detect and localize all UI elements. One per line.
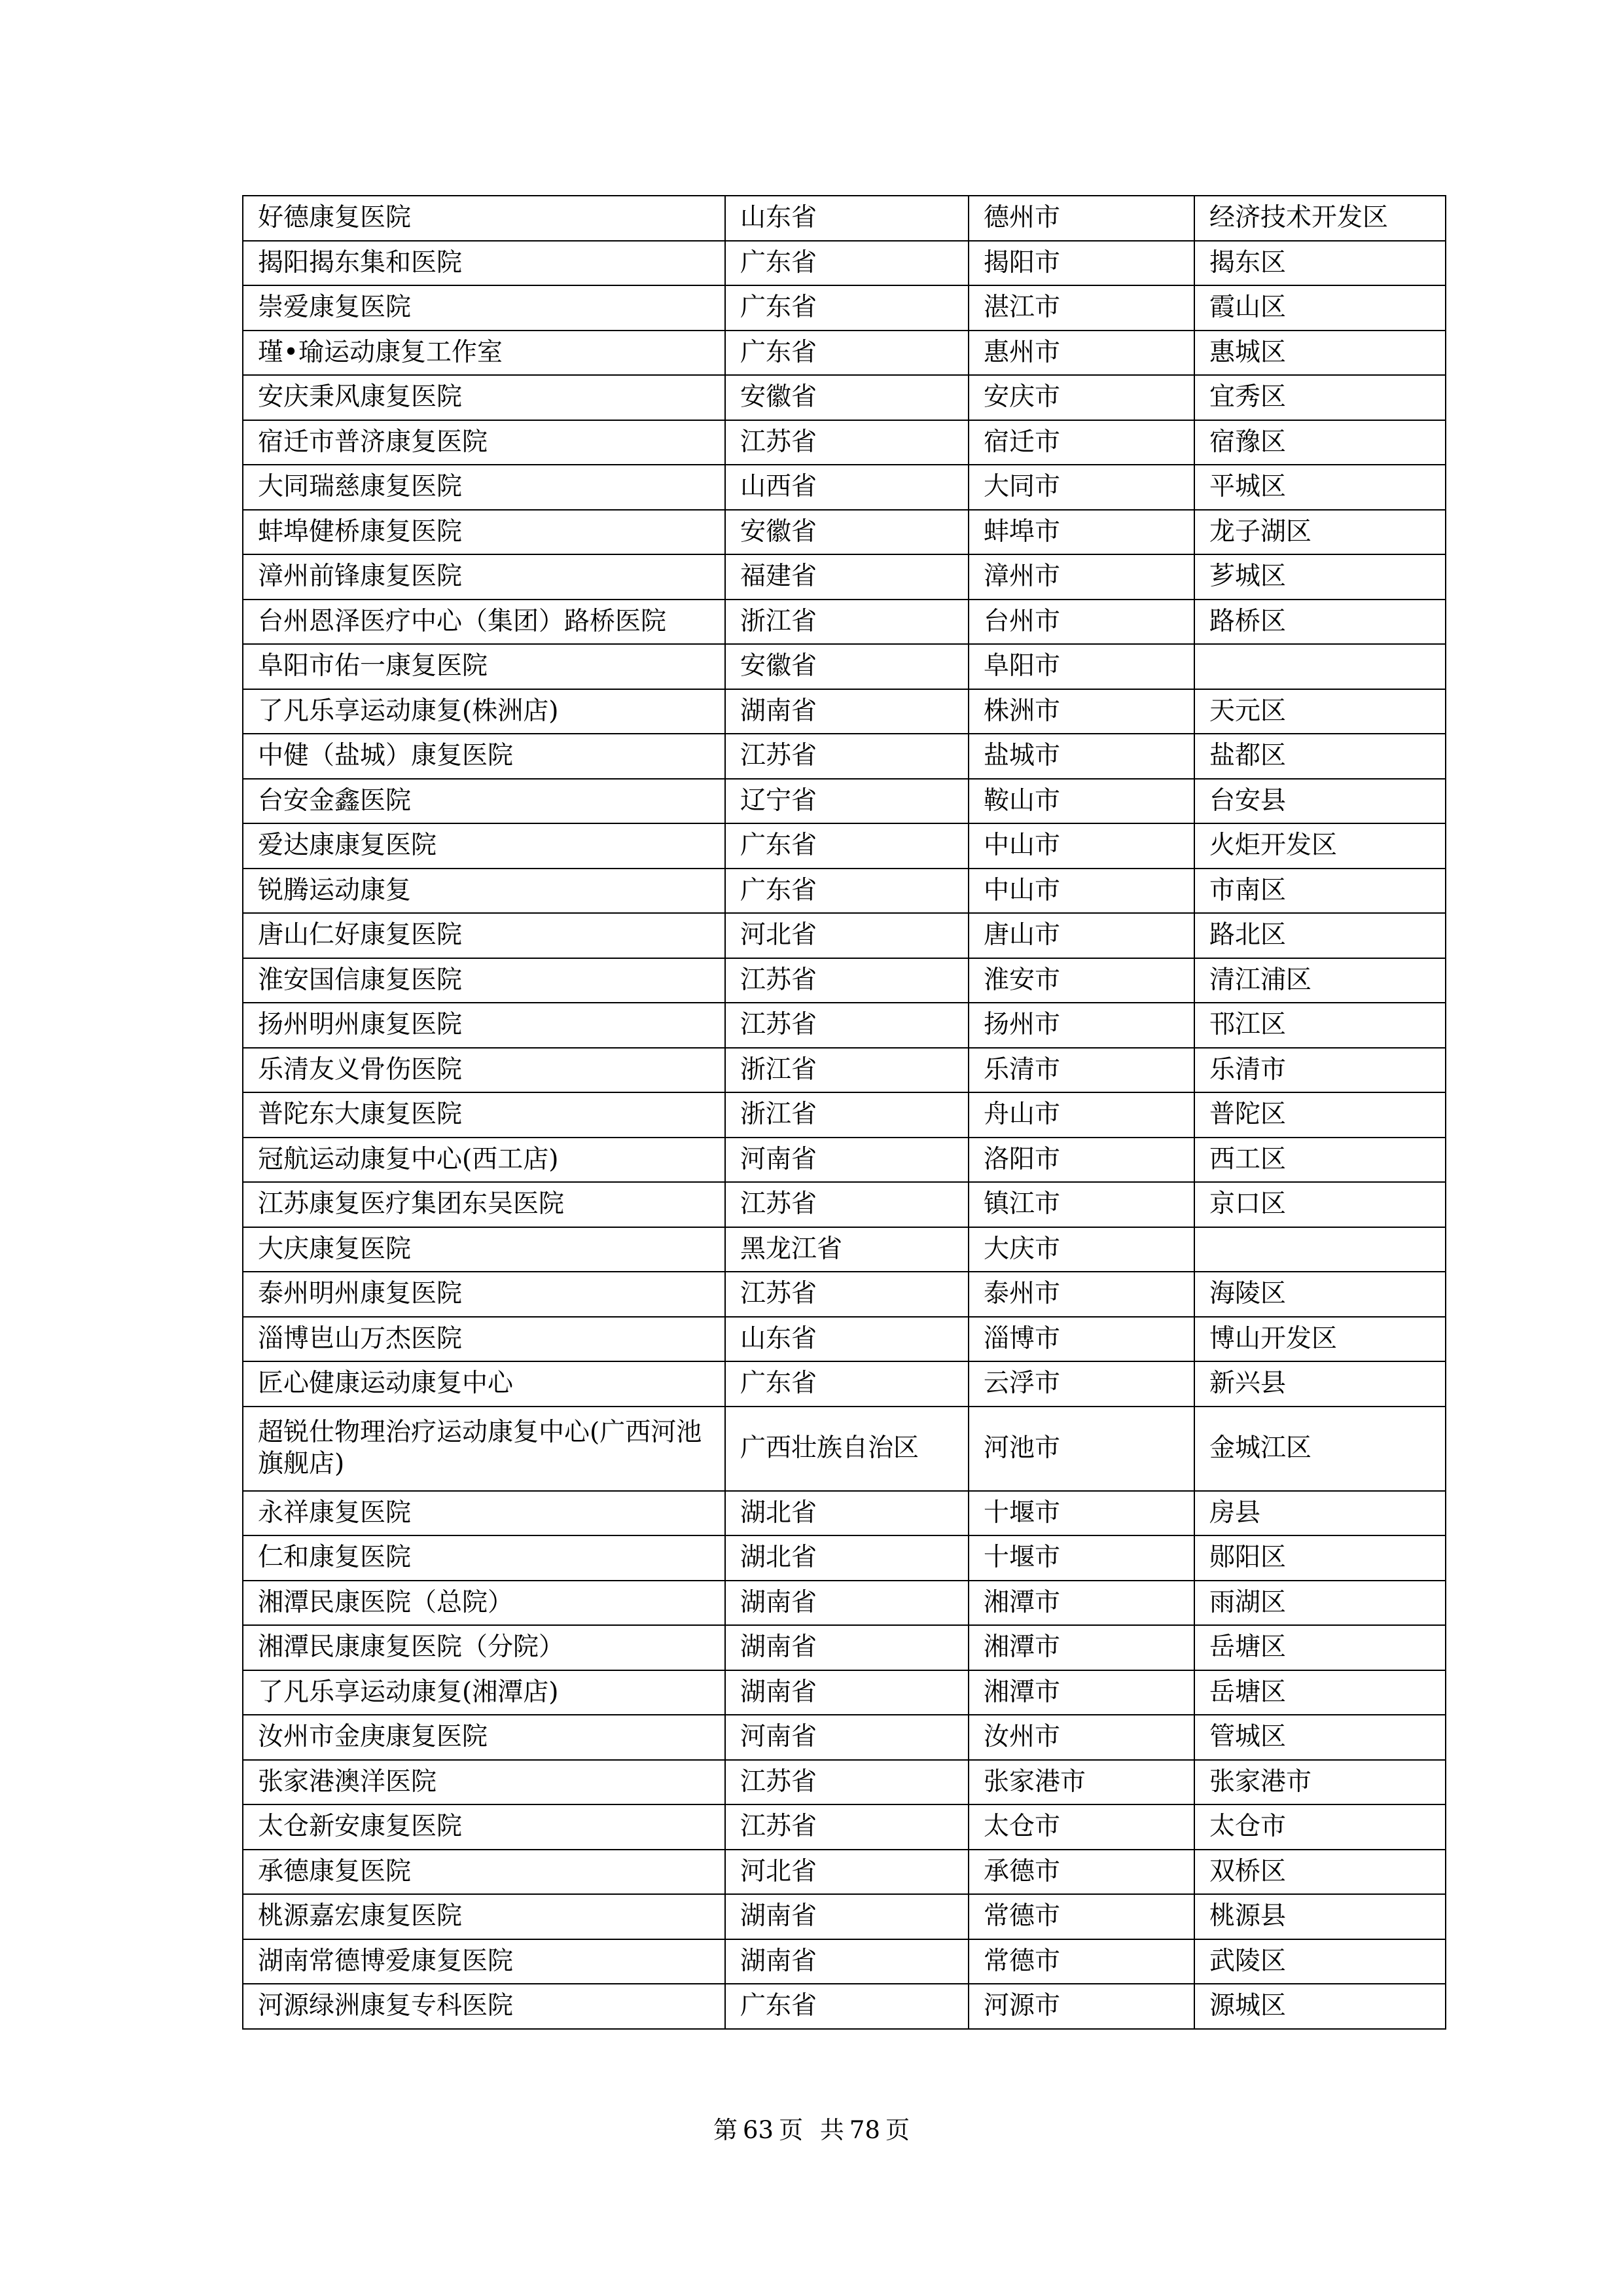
province-cell: 江苏省 — [725, 420, 969, 465]
table-row — [243, 1182, 1446, 1227]
district-cell: 太仓市 — [1194, 1804, 1446, 1850]
city-cell: 张家港市 — [969, 1760, 1194, 1805]
city-cell: 中山市 — [969, 869, 1194, 914]
province-cell: 湖南省 — [725, 689, 969, 734]
hospital-name-cell: 湖南常德博爱康复医院 — [243, 1939, 725, 1984]
hospital-name-cell: 湘潭民康医院（总院） — [243, 1581, 725, 1626]
district-cell: 武陵区 — [1194, 1939, 1446, 1984]
district-cell: 火炬开发区 — [1194, 823, 1446, 869]
province-cell: 浙江省 — [725, 600, 969, 645]
hospital-name-cell: 中健（盐城）康复医院 — [243, 734, 725, 779]
province-cell: 江苏省 — [725, 1804, 969, 1850]
hospital-name-cell: 蚌埠健桥康复医院 — [243, 510, 725, 555]
district-cell: 雨湖区 — [1194, 1581, 1446, 1626]
hospital-name-cell: 了凡乐享运动康复(株洲店) — [243, 689, 725, 734]
table-row — [243, 1850, 1446, 1895]
hospital-name-cell: 匠心健康运动康复中心 — [243, 1361, 725, 1407]
hospital-name-cell: 淮安国信康复医院 — [243, 958, 725, 1003]
hospital-name-cell: 乐清友义骨伤医院 — [243, 1048, 725, 1093]
district-cell: 龙子湖区 — [1194, 510, 1446, 555]
table-row — [243, 913, 1446, 958]
hospital-name-cell: 揭阳揭东集和医院 — [243, 241, 725, 286]
footer-prefix: 第 — [713, 2116, 738, 2144]
province-cell: 广东省 — [725, 1984, 969, 2029]
province-cell: 湖北省 — [725, 1535, 969, 1581]
district-cell: 郧阳区 — [1194, 1535, 1446, 1581]
hospital-name-cell: 江苏康复医疗集团东吴医院 — [243, 1182, 725, 1227]
table-row — [243, 241, 1446, 286]
district-cell: 乐清市 — [1194, 1048, 1446, 1093]
table-row — [243, 1361, 1446, 1407]
province-cell: 广西壮族自治区 — [725, 1407, 969, 1491]
table-row — [243, 554, 1446, 600]
city-cell: 十堰市 — [969, 1535, 1194, 1581]
district-cell: 盐都区 — [1194, 734, 1446, 779]
hospital-name-cell: 宿迁市普济康复医院 — [243, 420, 725, 465]
district-cell — [1194, 1227, 1446, 1272]
city-cell: 揭阳市 — [969, 241, 1194, 286]
table-row — [243, 869, 1446, 914]
district-cell: 新兴县 — [1194, 1361, 1446, 1407]
district-cell: 双桥区 — [1194, 1850, 1446, 1895]
table-row — [243, 1048, 1446, 1093]
table-row — [243, 1491, 1446, 1536]
city-cell: 湘潭市 — [969, 1670, 1194, 1715]
city-cell: 常德市 — [969, 1894, 1194, 1939]
city-cell: 大庆市 — [969, 1227, 1194, 1272]
district-cell: 路北区 — [1194, 913, 1446, 958]
district-cell: 岳塘区 — [1194, 1670, 1446, 1715]
hospital-name-cell: 阜阳市佑一康复医院 — [243, 644, 725, 689]
hospital-name-cell: 冠航运动康复中心(西工店) — [243, 1138, 725, 1183]
province-cell: 广东省 — [725, 331, 969, 376]
table-row — [243, 1272, 1446, 1317]
table-row — [243, 1317, 1446, 1362]
table-row — [243, 1581, 1446, 1626]
province-cell: 广东省 — [725, 1361, 969, 1407]
table-row — [243, 644, 1446, 689]
province-cell: 广东省 — [725, 285, 969, 331]
city-cell: 扬州市 — [969, 1003, 1194, 1048]
province-cell: 江苏省 — [725, 958, 969, 1003]
hospital-name-cell: 漳州前锋康复医院 — [243, 554, 725, 600]
district-cell: 路桥区 — [1194, 600, 1446, 645]
table-row — [243, 1894, 1446, 1939]
hospital-table — [242, 195, 1446, 2030]
city-cell: 太仓市 — [969, 1804, 1194, 1850]
district-cell: 西工区 — [1194, 1138, 1446, 1183]
district-cell: 普陀区 — [1194, 1092, 1446, 1138]
city-cell: 承德市 — [969, 1850, 1194, 1895]
district-cell: 市南区 — [1194, 869, 1446, 914]
city-cell: 乐清市 — [969, 1048, 1194, 1093]
city-cell: 惠州市 — [969, 331, 1194, 376]
hospital-name-cell: 仁和康复医院 — [243, 1535, 725, 1581]
table-row — [243, 734, 1446, 779]
city-cell: 阜阳市 — [969, 644, 1194, 689]
district-cell: 经济技术开发区 — [1194, 196, 1446, 241]
hospital-name-cell: 扬州明州康复医院 — [243, 1003, 725, 1048]
province-cell: 广东省 — [725, 241, 969, 286]
footer-current-page: 63 — [743, 2116, 774, 2144]
province-cell: 广东省 — [725, 869, 969, 914]
footer-middle: 页 共 — [779, 2116, 844, 2144]
province-cell: 江苏省 — [725, 734, 969, 779]
table-row — [243, 420, 1446, 465]
province-cell: 山东省 — [725, 196, 969, 241]
city-cell: 舟山市 — [969, 1092, 1194, 1138]
province-cell: 安徽省 — [725, 375, 969, 420]
table-row — [243, 1670, 1446, 1715]
province-cell: 安徽省 — [725, 510, 969, 555]
district-cell: 源城区 — [1194, 1984, 1446, 2029]
city-cell: 十堰市 — [969, 1491, 1194, 1536]
table-row — [243, 1715, 1446, 1760]
table-row — [243, 1804, 1446, 1850]
district-cell: 房县 — [1194, 1491, 1446, 1536]
hospital-name-cell: 河源绿洲康复专科医院 — [243, 1984, 725, 2029]
footer-total-pages: 78 — [849, 2116, 880, 2144]
hospital-name-cell: 大庆康复医院 — [243, 1227, 725, 1272]
city-cell: 湛江市 — [969, 285, 1194, 331]
hospital-name-cell: 锐腾运动康复 — [243, 869, 725, 914]
district-cell: 霞山区 — [1194, 285, 1446, 331]
table-row — [243, 1939, 1446, 1984]
province-cell: 江苏省 — [725, 1760, 969, 1805]
province-cell: 河南省 — [725, 1138, 969, 1183]
province-cell: 山西省 — [725, 465, 969, 510]
province-cell: 河北省 — [725, 1850, 969, 1895]
district-cell: 京口区 — [1194, 1182, 1446, 1227]
district-cell: 金城江区 — [1194, 1407, 1446, 1491]
province-cell: 山东省 — [725, 1317, 969, 1362]
table-body — [243, 196, 1446, 2029]
city-cell: 中山市 — [969, 823, 1194, 869]
hospital-name-cell: 崇爱康复医院 — [243, 285, 725, 331]
city-cell: 漳州市 — [969, 554, 1194, 600]
city-cell: 湘潭市 — [969, 1625, 1194, 1670]
province-cell: 江苏省 — [725, 1003, 969, 1048]
table-row — [243, 465, 1446, 510]
city-cell: 洛阳市 — [969, 1138, 1194, 1183]
province-cell: 辽宁省 — [725, 779, 969, 824]
district-cell: 岳塘区 — [1194, 1625, 1446, 1670]
province-cell: 江苏省 — [725, 1182, 969, 1227]
table-row — [243, 1984, 1446, 2029]
district-cell: 惠城区 — [1194, 331, 1446, 376]
hospital-name-cell: 瑾•瑜运动康复工作室 — [243, 331, 725, 376]
city-cell: 德州市 — [969, 196, 1194, 241]
district-cell: 台安县 — [1194, 779, 1446, 824]
footer-suffix: 页 — [885, 2116, 910, 2144]
province-cell: 黑龙江省 — [725, 1227, 969, 1272]
district-cell: 平城区 — [1194, 465, 1446, 510]
table-row — [243, 689, 1446, 734]
city-cell: 唐山市 — [969, 913, 1194, 958]
table-row — [243, 823, 1446, 869]
hospital-name-cell: 泰州明州康复医院 — [243, 1272, 725, 1317]
city-cell: 镇江市 — [969, 1182, 1194, 1227]
province-cell: 河北省 — [725, 913, 969, 958]
city-cell: 河源市 — [969, 1984, 1194, 2029]
district-cell: 宜秀区 — [1194, 375, 1446, 420]
table-row — [243, 1003, 1446, 1048]
hospital-name-cell: 承德康复医院 — [243, 1850, 725, 1895]
hospital-name-cell: 好德康复医院 — [243, 196, 725, 241]
hospital-name-cell: 台安金鑫医院 — [243, 779, 725, 824]
city-cell: 湘潭市 — [969, 1581, 1194, 1626]
table-row — [243, 331, 1446, 376]
province-cell: 湖南省 — [725, 1581, 969, 1626]
city-cell: 盐城市 — [969, 734, 1194, 779]
city-cell: 淄博市 — [969, 1317, 1194, 1362]
table-row — [243, 1407, 1446, 1491]
table-row — [243, 1625, 1446, 1670]
hospital-name-cell: 爱达康康复医院 — [243, 823, 725, 869]
hospital-name-cell: 了凡乐享运动康复(湘潭店) — [243, 1670, 725, 1715]
district-cell: 桃源县 — [1194, 1894, 1446, 1939]
province-cell: 河南省 — [725, 1715, 969, 1760]
district-cell: 天元区 — [1194, 689, 1446, 734]
province-cell: 湖南省 — [725, 1625, 969, 1670]
hospital-name-cell: 汝州市金庚康复医院 — [243, 1715, 725, 1760]
page-footer — [0, 2110, 1623, 2145]
district-cell: 张家港市 — [1194, 1760, 1446, 1805]
district-cell: 博山开发区 — [1194, 1317, 1446, 1362]
hospital-name-cell: 湘潭民康康复医院（分院） — [243, 1625, 725, 1670]
table-row — [243, 510, 1446, 555]
province-cell: 浙江省 — [725, 1048, 969, 1093]
district-cell: 管城区 — [1194, 1715, 1446, 1760]
district-cell: 芗城区 — [1194, 554, 1446, 600]
hospital-name-cell: 大同瑞慈康复医院 — [243, 465, 725, 510]
hospital-name-cell: 桃源嘉宏康复医院 — [243, 1894, 725, 1939]
table-row — [243, 1227, 1446, 1272]
city-cell: 河池市 — [969, 1407, 1194, 1491]
hospital-name-cell: 安庆秉风康复医院 — [243, 375, 725, 420]
city-cell: 大同市 — [969, 465, 1194, 510]
district-cell: 揭东区 — [1194, 241, 1446, 286]
city-cell: 淮安市 — [969, 958, 1194, 1003]
hospital-name-cell: 台州恩泽医疗中心（集团）路桥医院 — [243, 600, 725, 645]
table-row — [243, 1092, 1446, 1138]
district-cell: 海陵区 — [1194, 1272, 1446, 1317]
province-cell: 浙江省 — [725, 1092, 969, 1138]
province-cell: 福建省 — [725, 554, 969, 600]
city-cell: 株洲市 — [969, 689, 1194, 734]
province-cell: 湖南省 — [725, 1894, 969, 1939]
district-cell — [1194, 644, 1446, 689]
table-row — [243, 1535, 1446, 1581]
district-cell: 清江浦区 — [1194, 958, 1446, 1003]
table-row — [243, 1138, 1446, 1183]
city-cell: 宿迁市 — [969, 420, 1194, 465]
city-cell: 云浮市 — [969, 1361, 1194, 1407]
city-cell: 泰州市 — [969, 1272, 1194, 1317]
hospital-name-cell: 太仓新安康复医院 — [243, 1804, 725, 1850]
hospital-name-cell: 永祥康复医院 — [243, 1491, 725, 1536]
province-cell: 湖北省 — [725, 1491, 969, 1536]
city-cell: 常德市 — [969, 1939, 1194, 1984]
city-cell: 鞍山市 — [969, 779, 1194, 824]
hospital-name-cell: 唐山仁好康复医院 — [243, 913, 725, 958]
hospital-name-cell: 超锐仕物理治疗运动康复中心(广西河池旗舰店) — [243, 1407, 725, 1491]
table-row — [243, 779, 1446, 824]
table-row — [243, 1760, 1446, 1805]
hospital-name-cell: 淄博岜山万杰医院 — [243, 1317, 725, 1362]
hospital-name-cell: 张家港澳洋医院 — [243, 1760, 725, 1805]
table-row — [243, 600, 1446, 645]
table-row — [243, 196, 1446, 241]
city-cell: 汝州市 — [969, 1715, 1194, 1760]
district-cell: 邗江区 — [1194, 1003, 1446, 1048]
province-cell: 安徽省 — [725, 644, 969, 689]
district-cell: 宿豫区 — [1194, 420, 1446, 465]
province-cell: 湖南省 — [725, 1939, 969, 1984]
table-row — [243, 375, 1446, 420]
province-cell: 江苏省 — [725, 1272, 969, 1317]
city-cell: 台州市 — [969, 600, 1194, 645]
table-row — [243, 285, 1446, 331]
province-cell: 湖南省 — [725, 1670, 969, 1715]
city-cell: 安庆市 — [969, 375, 1194, 420]
city-cell: 蚌埠市 — [969, 510, 1194, 555]
table-row — [243, 958, 1446, 1003]
hospital-name-cell: 普陀东大康复医院 — [243, 1092, 725, 1138]
province-cell: 广东省 — [725, 823, 969, 869]
